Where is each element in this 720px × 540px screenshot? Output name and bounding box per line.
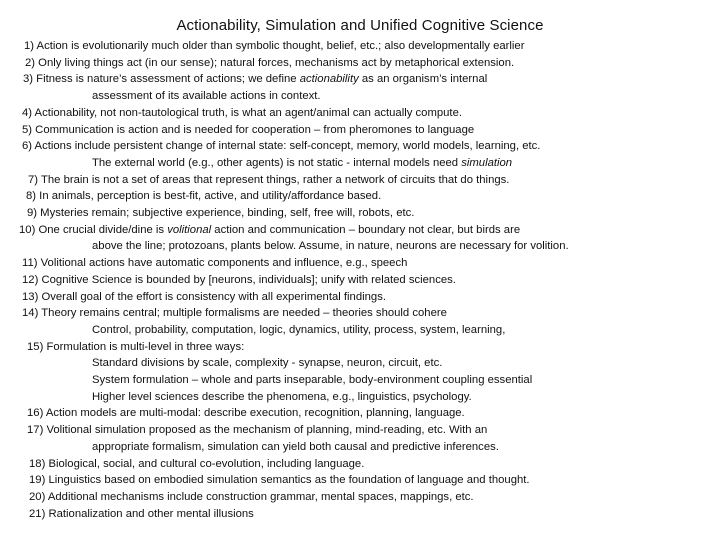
point-1: 1) Action is evolutionarily much older than symbolic thought, belief, etc.; also developmentally earlier: [24, 40, 525, 52]
slide-title: Actionability, Simulation and Unified Cognitive Science: [176, 17, 544, 34]
point-18: 18) Biological, social, and cultural co-evolution, including language.: [29, 457, 365, 470]
point-10-text-end: action and communication – boundary not clear, but birds are: [211, 223, 521, 236]
point-10: [19, 222, 520, 239]
point-15-item-2: System formulation – whole and parts inseparable, body-environment coupling essential: [92, 374, 533, 386]
point-17-continuation: appropriate formalism, simulation can yield both causal and predictive inferences.: [92, 440, 499, 453]
point-7: 7) The brain is not a set of areas that represent things, rather a network of circuits that do things.: [28, 173, 510, 186]
volitional-term: volitional: [167, 223, 212, 236]
point-5: 5) Communication is action and is needed for cooperation – from pheromones to language: [22, 123, 475, 136]
point-14-continuation: Control, probability, computation, logic, dynamics, utility, process, system, learning,: [92, 323, 506, 336]
point-20: 20) Additional mechanisms include construction grammar, mental spaces, mappings, etc.: [29, 490, 474, 503]
point-2: 2) Only living things act (in our sense); natural forces, mechanisms act by metaphorical extension.: [25, 56, 515, 69]
point-3-text-end: as an organism’s internal: [358, 73, 488, 86]
point-3-text: 3) Fitness is nature’s assessment of actions; we define: [23, 73, 300, 86]
point-8: 8) In animals, perception is best-fit, active, and utility/affordance based.: [26, 190, 382, 203]
point-3: [23, 71, 487, 88]
point-10-text: 10) One crucial divide/dine is: [19, 223, 168, 236]
point-11: 11) Volitional actions have automatic components and influence, e.g., speech: [22, 257, 408, 270]
point-4: 4) Actionability, not non-tautological truth, is what an agent/animal can actually compute.: [22, 106, 462, 119]
point-3-continuation: assessment of its available actions in context.: [92, 90, 321, 103]
point-13: 13) Overall goal of the effort is consistency with all experimental findings.: [22, 290, 386, 303]
point-12: 12) Cognitive Science is bounded by [neurons, individuals]; unify with related sciences.: [22, 273, 456, 286]
point-6: 6) Actions include persistent change of internal state: self-concept, memory, world models, learning, etc.: [22, 140, 541, 153]
point-10-continuation: above the line; protozoans, plants below. Assume, in nature, neurons are necessary for volition.: [92, 240, 569, 253]
point-15-item-3: Higher level sciences describe the phenomena, e.g., linguistics, psychology.: [92, 390, 472, 403]
simulation-term: simulation: [461, 156, 513, 169]
point-15-item-1: Standard divisions by scale, complexity - synapse, neuron, circuit, etc.: [92, 357, 443, 370]
point-6-continuation: [92, 155, 512, 172]
point-21: 21) Rationalization and other mental illusions: [29, 507, 254, 520]
point-15: 15) Formulation is multi-level in three ways:: [27, 340, 245, 353]
point-14: 14) Theory remains central; multiple formalisms are needed – theories should cohere: [22, 307, 447, 320]
point-9: 9) Mysteries remain; subjective experience, binding, self, free will, robots, etc.: [27, 207, 415, 219]
point-19: 19) Linguistics based on embodied simulation semantics as the foundation of language and thought.: [29, 474, 530, 487]
point-17: 17) Volitional simulation proposed as the mechanism of planning, mind-reading, etc. With an: [27, 424, 488, 437]
point-6-continuation-text: The external world (e.g., other agents) is not static - internal models need: [92, 156, 462, 169]
actionability-term: actionability: [299, 73, 359, 86]
point-16: 16) Action models are multi-modal: describe execution, recognition, planning, language.: [27, 407, 465, 420]
